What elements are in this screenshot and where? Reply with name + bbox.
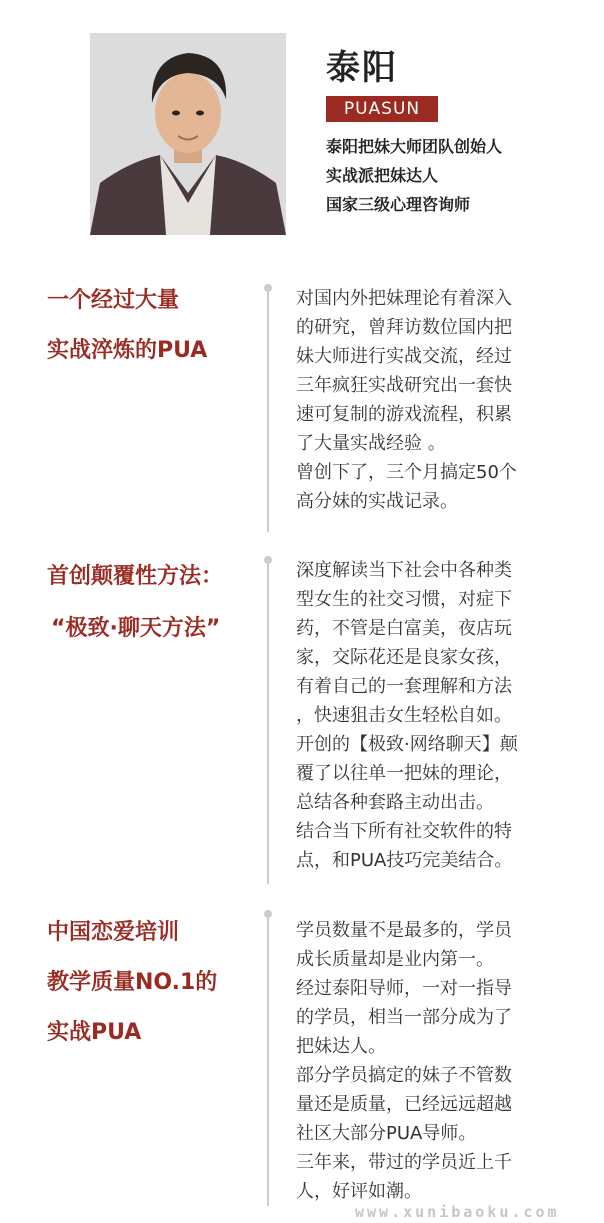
section-divider (267, 556, 269, 884)
section-body-line: 家，交际花还是良家女孩， (296, 647, 512, 668)
section-body-line: 学员数量不是最多的，学员 (296, 920, 512, 941)
profile-roles (326, 132, 502, 219)
section-body-line: 型女生的社交习惯，对症下 (296, 589, 512, 610)
site-watermark: www.xunibaoku.com (355, 1203, 560, 1221)
section-body-line: 对国内外把妹理论有着深入 (296, 288, 512, 309)
section-heading-line: 首创颠覆性方法： (47, 564, 224, 589)
profile-name: 泰阳 (326, 48, 398, 88)
section-heading-line: 一个经过大量 (47, 288, 180, 313)
section-heading (47, 560, 223, 664)
section-heading-line: 实战淬炼的PUA (47, 338, 208, 363)
section-divider (267, 910, 269, 1206)
section-body-line: ，快速狙击女生轻松自如。 (296, 705, 512, 726)
section-method (0, 556, 604, 884)
section-divider (267, 284, 269, 532)
section-body (296, 916, 576, 1206)
profile-badge: PUASUN (326, 96, 438, 122)
section-body-line: 了大量实战经验 。 (296, 433, 446, 454)
section-heading-line: “极致·聊天方法” (51, 616, 221, 641)
section-body (296, 284, 576, 516)
section-body-line: 人，好评如潮。 (296, 1181, 422, 1202)
section-body-line: 结合当下所有社交软件的特 (296, 821, 512, 842)
section-body-line: 药，不管是白富美，夜店玩 (296, 618, 512, 639)
section-body-line: 成长质量却是业内第一。 (296, 949, 494, 970)
section-body-line: 量还是质量，已经远远超越 (296, 1094, 512, 1115)
section-body-line: 部分学员搞定的妹子不管数 (296, 1065, 512, 1086)
profile-role: 国家三级心理咨询师 (326, 195, 471, 214)
profile-photo (90, 33, 286, 235)
profile-role: 泰阳把妹大师团队创始人 (326, 137, 503, 156)
section-body-line: 妹大师进行实战交流，经过 (296, 346, 512, 367)
section-heading-line: 教学质量NO.1的 (47, 970, 218, 995)
section-experience (0, 284, 604, 532)
section-body-line: 社区大部分PUA导师。 (296, 1123, 477, 1144)
section-body-line: 高分妹的实战记录。 (296, 491, 458, 512)
section-heading-line: 实战PUA (47, 1020, 142, 1045)
section-body-line: 有着自己的一套理解和方法 (296, 676, 512, 697)
section-body-line: 总结各种套路主动出击。 (296, 792, 494, 813)
section-heading (47, 916, 217, 1066)
section-heading-line: 中国恋爱培训 (47, 920, 180, 945)
section-body-line: 三年来，带过的学员近上千 (296, 1152, 512, 1173)
profile-role: 实战派把妹达人 (326, 166, 439, 185)
section-body-line: 点，和PUA技巧完美结合。 (296, 850, 513, 871)
section-body (296, 556, 576, 875)
section-body-line: 经过泰阳导师，一对一指导 (296, 978, 512, 999)
section-body-line: 覆了以往单一把妹的理论， (296, 763, 512, 784)
section-body-line: 速可复制的游戏流程，积累 (296, 404, 512, 425)
section-body-line: 开创的【极致·网络聊天】颠 (296, 734, 518, 755)
section-body-line: 的研究，曾拜访数位国内把 (296, 317, 512, 338)
section-heading (47, 284, 207, 384)
section-body-line: 曾创下了，三个月搞定50个 (296, 462, 517, 483)
section-body-line: 深度解读当下社会中各种类 (296, 560, 512, 581)
section-body-line: 的学员，相当一部分成为了 (296, 1007, 512, 1028)
section-body-line: 三年疯狂实战研究出一套快 (296, 375, 512, 396)
section-quality (0, 910, 604, 1206)
section-body-line: 把妹达人。 (296, 1036, 386, 1057)
